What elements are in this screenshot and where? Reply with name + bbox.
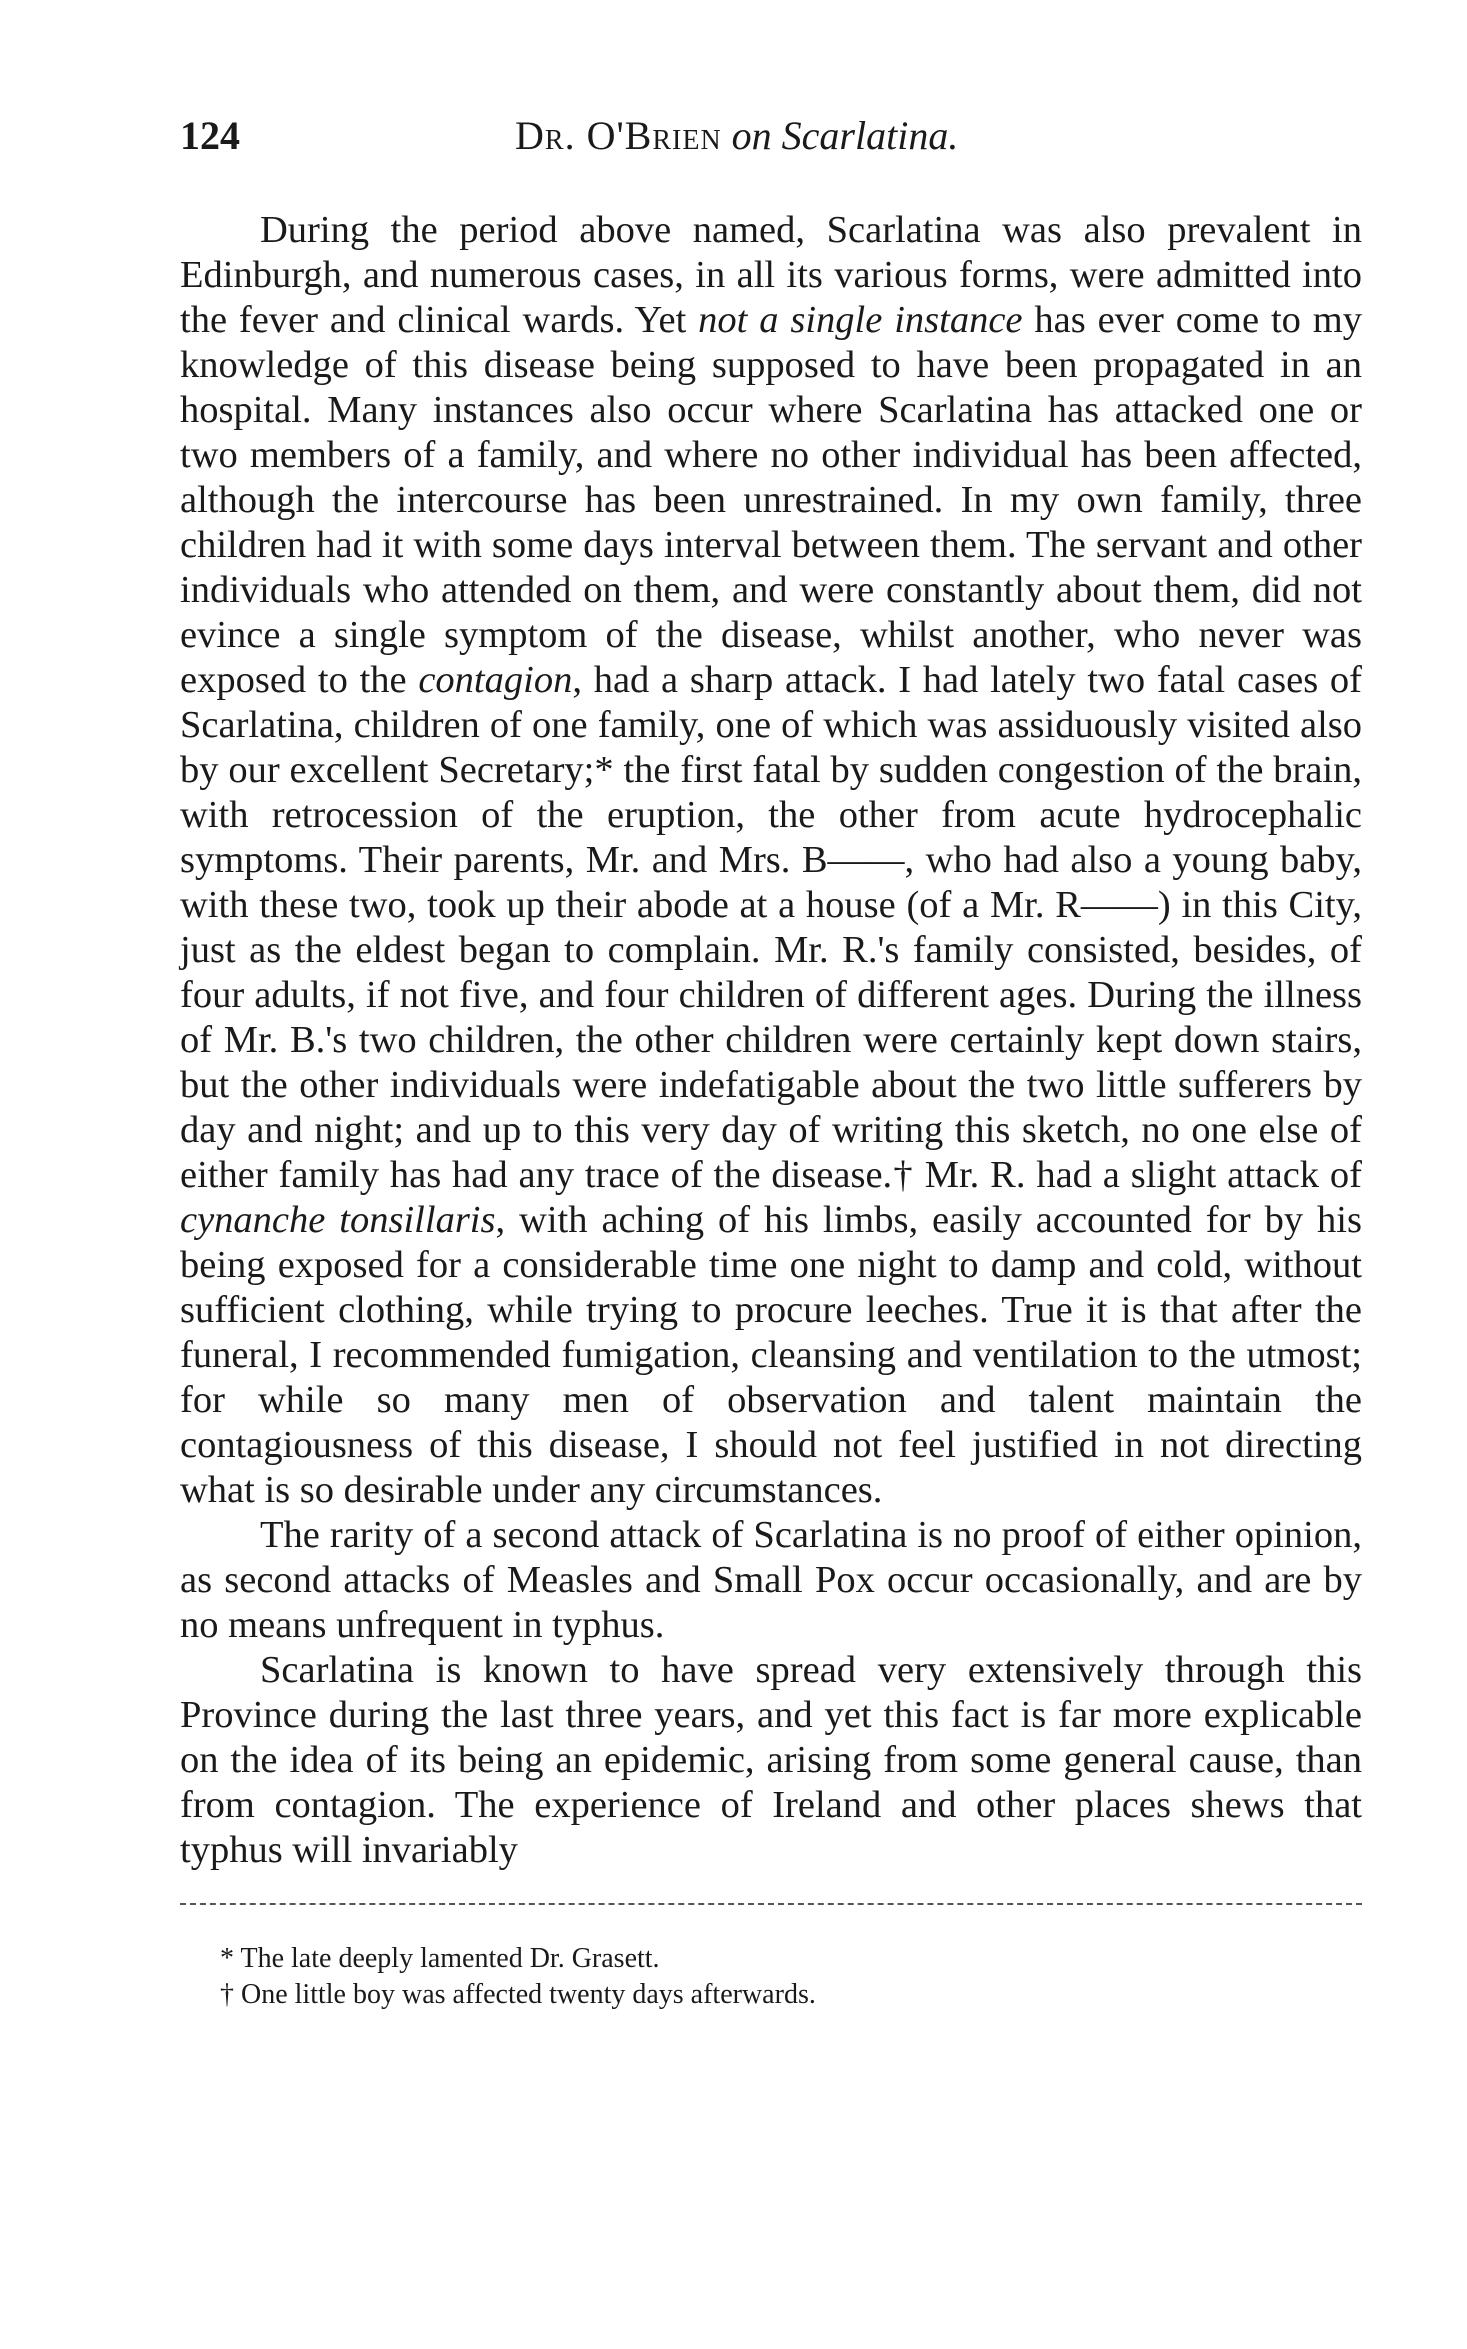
footnote-rule — [180, 1903, 1362, 1905]
text-run: The rarity of a second attack of Scarlatina is no proof of either opinion, as second attacks of Measles and Small Pox occur occasionally, and are by no means unfrequent in typhus. — [180, 1514, 1362, 1646]
text-run: During the period above named, Scarlatina was also prevalent in Edinburgh, and numerous cases, in all its various forms, were admitted into the fever and clinical wards. Yet — [180, 209, 1362, 341]
paragraph-1 — [180, 208, 1362, 1513]
footnote-1: * The late deeply lamented Dr. Grasett. — [220, 1943, 660, 1974]
italic-phrase: contagion — [418, 659, 573, 701]
body-text — [180, 208, 1362, 1873]
running-header — [180, 112, 1362, 172]
running-title-connector — [732, 113, 782, 158]
text-run: Scarlatina is known to have spread very extensively through this Province during the last three years, and yet this fact is far more explicable on the idea of its being an epidemic, arising from some general cause, than from contagion. The experience of Ireland and other places shews that typhus will invariably — [180, 1649, 1362, 1871]
footnote-2: † One little boy was affected twenty days afterwards. — [220, 1979, 816, 2010]
running-title-subject: Scarlatina. — [781, 113, 959, 158]
paragraph-2 — [180, 1513, 1362, 1648]
text-run: has ever come to my knowledge of this disease being supposed to have been propagated in an hospital. Many instances also occur where Scarlatina has attacked one or two members of a family, and where no other individual has been affected, although the intercourse has been unrestrained. In my own family, three children had it with some days interval between them. The servant and other individuals who attended on them, and were constantly about them, did not evince a single symptom of the disease, whilst another, who never was exposed to the — [180, 299, 1362, 701]
paragraph-3 — [180, 1648, 1362, 1873]
running-title — [515, 112, 958, 159]
italic-phrase: not a single instance — [698, 299, 1023, 341]
running-title-author: Dr. O'Brien — [515, 113, 722, 158]
running-title-connector-text: on — [731, 113, 772, 158]
text-run: , with aching of his limbs, easily accounted for by his being exposed for a considerable time one night to damp and cold, without sufficient clothing, while trying to procure leeches. True it is that after the funeral, I recommended fumigation, cleansing and ventilation to the utmost; for while so many men of observation and talent maintain the contagiousness of this disease, I should not feel justified in not directing what is so desirable under any circumstances. — [180, 1199, 1362, 1511]
page-number: 124 — [180, 113, 240, 158]
footnotes — [180, 1941, 1362, 2013]
italic-phrase: cynanche tonsillaris — [180, 1199, 496, 1241]
text-run: , had a sharp attack. I had lately two fatal cases of Scarlatina, children of one family, one of which was assiduously visited also by our excellent Secretary;* the first fatal by sudden congestion of the brain, with retrocession of the eruption, the other from acute hydrocephalic symptoms. Their parents, Mr. and Mrs. B——, who had also a young baby, with these two, took up their abode at a house (of a Mr. R——) in this City, just as the eldest began to complain. Mr. R.'s family consisted, besides, of four adults, if not five, and four children of different ages. During the illness of Mr. B.'s two children, the other children were certainly kept down stairs, but the other individuals were indefatigable about the two little sufferers by day and night; and up to this very day of writing this sketch, no one else of either family has had any trace of the disease.† Mr. R. had a slight attack of — [180, 659, 1362, 1196]
document-page — [180, 112, 1362, 2013]
